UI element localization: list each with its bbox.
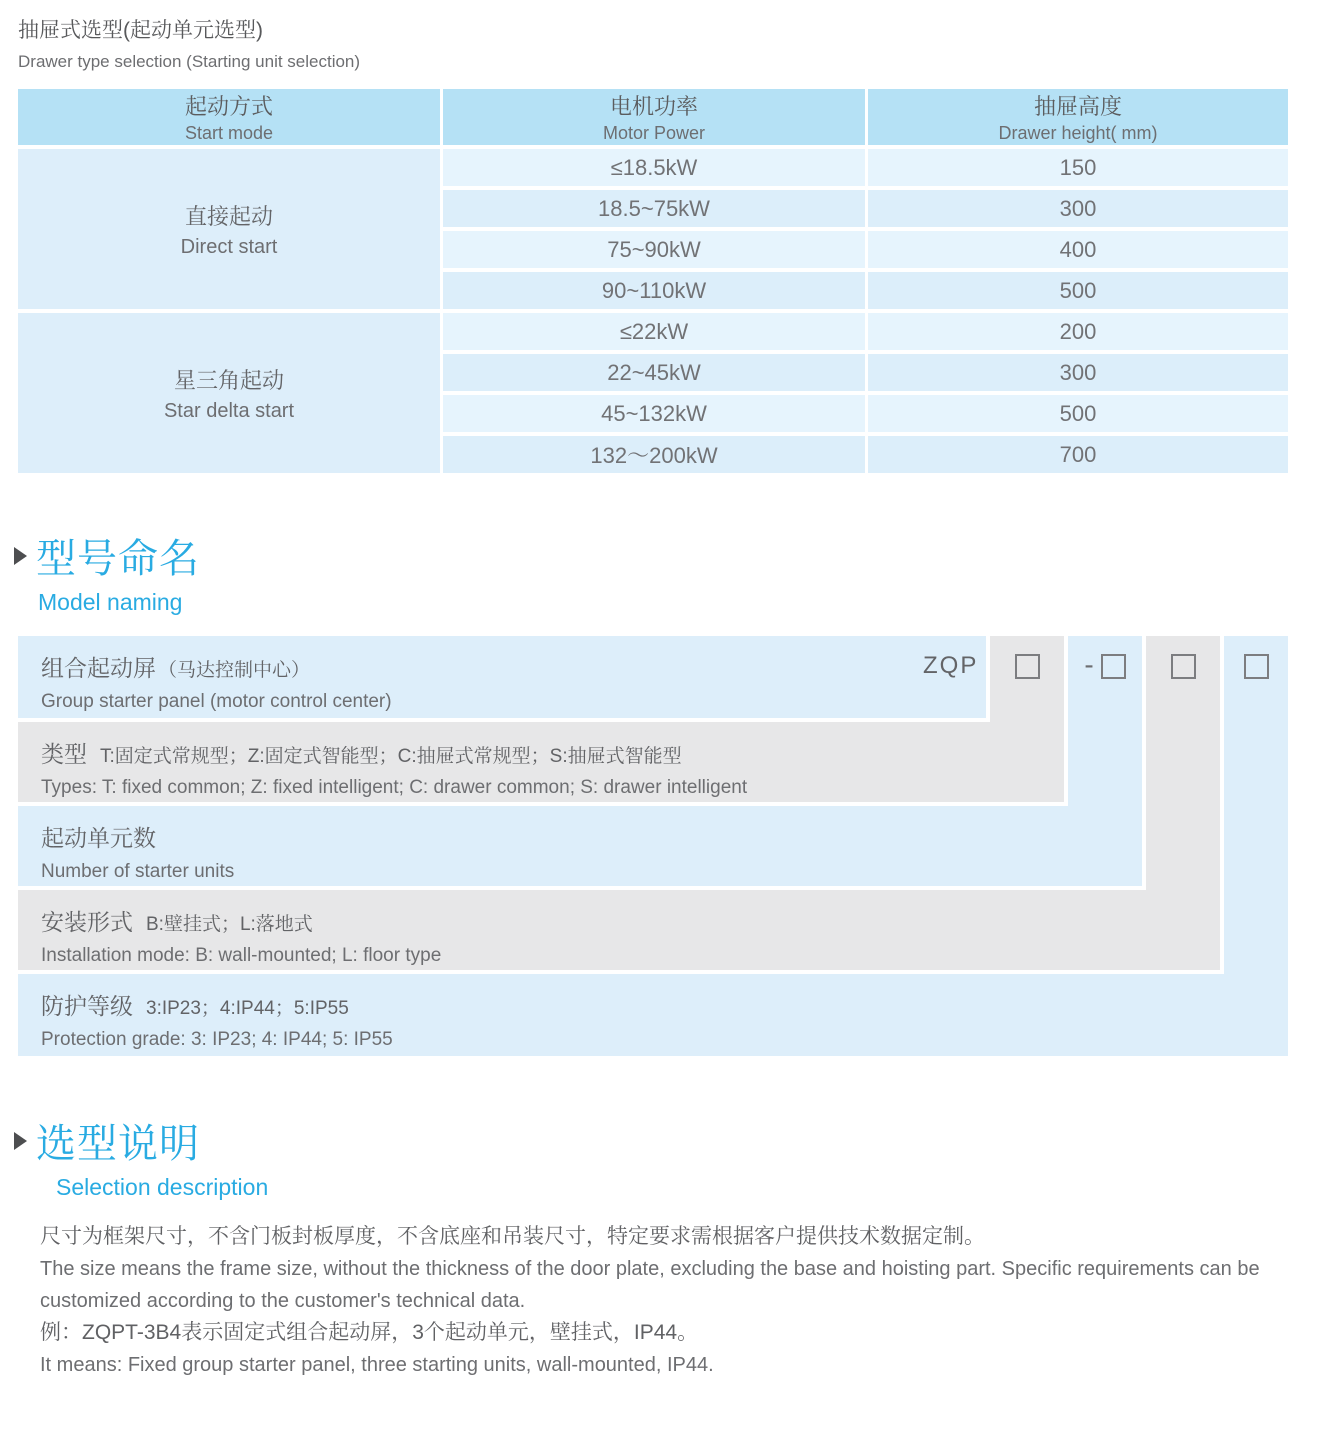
section-title: [14, 527, 1322, 584]
naming-column-starter-units: [1068, 636, 1142, 886]
model-code-prefix: ZQP: [923, 652, 979, 679]
drawer-height-cell: 300: [868, 354, 1288, 391]
start-mode-cn: 直接起动: [184, 203, 273, 229]
section-bullet-icon: [14, 1132, 27, 1150]
naming-row-installation-mode: [18, 890, 1220, 970]
model-naming-diagram: [18, 636, 1288, 1056]
table-header-en: Motor Power: [602, 123, 706, 143]
model-code-box-icon: [1171, 654, 1196, 679]
table-header-cn: 起动方式: [184, 94, 273, 119]
model-code-box-icon: [1244, 654, 1269, 679]
naming-column-protection-grade: [1224, 636, 1288, 1056]
table-header-start-mode: [18, 89, 440, 145]
naming-label-cn: 类型: [41, 741, 87, 767]
naming-row-group-starter-panel: [18, 636, 986, 718]
naming-row-line1: [41, 820, 1142, 853]
motor-power-cell: 75~90kW: [443, 231, 865, 268]
code-separator-dash-icon: -: [1084, 649, 1094, 680]
start-mode-cell: [18, 149, 440, 309]
naming-row-line1: [41, 988, 1288, 1021]
naming-column-installation-mode: [1146, 636, 1220, 970]
naming-row-types: [18, 722, 1064, 802]
table-header-en: Start mode: [184, 123, 274, 143]
start-mode-cn: 星三角起动: [173, 367, 284, 393]
naming-label-cn: 起动单元数: [41, 825, 156, 851]
model-code-box-icon: [1015, 654, 1040, 679]
motor-power-cell: 45~132kW: [443, 395, 865, 432]
motor-power-cell: 18.5~75kW: [443, 190, 865, 227]
section-title-en: Model naming: [38, 589, 183, 615]
naming-row-line1: [41, 904, 1220, 937]
naming-detail-cn: （马达控制中心）: [158, 660, 311, 681]
drawer-height-cell: 300: [868, 190, 1288, 227]
naming-label-en: Group starter panel (motor control center): [41, 691, 392, 712]
selection-table-header: [18, 89, 1288, 145]
start-mode-cell: [18, 313, 440, 473]
section-title-cn: 型号命名: [36, 537, 200, 581]
drawer-height-cell: 400: [868, 231, 1288, 268]
naming-detail-cn: T:固定式常规型；Z:固定式智能型；C:抽屉式常规型；S:抽屉式智能型: [100, 746, 682, 767]
section-title-en: Selection description: [56, 1174, 269, 1200]
motor-power-cell: ≤22kW: [443, 313, 865, 350]
drawer-height-cell: 200: [868, 313, 1288, 350]
table-group-direct-start: [18, 149, 1288, 309]
motor-power-cell: 90~110kW: [443, 272, 865, 309]
description-line: The size means the frame size, without the thickness of the door plate, excluding the base and hoisting part. Specific requirements can be customized according to the customer's technical data.: [40, 1258, 1260, 1312]
table-header-motor-power: [443, 89, 865, 145]
naming-detail-cn: 3:IP23；4:IP44；5:IP55: [146, 998, 349, 1019]
drawer-height-cell: 500: [868, 395, 1288, 432]
motor-power-cell: 22~45kW: [443, 354, 865, 391]
naming-row-line1: [41, 650, 986, 683]
section-bullet-icon: [14, 547, 27, 565]
selection-description-text: [40, 1221, 1290, 1381]
drawer-height-cell: 150: [868, 149, 1288, 186]
description-line: It means: Fixed group starter panel, three starting units, wall-mounted, IP44.: [40, 1354, 714, 1376]
naming-label-en: Protection grade: 3: IP23; 4: IP44; 5: IP55: [41, 1029, 393, 1050]
naming-detail-cn: B:壁挂式；L:落地式: [146, 914, 313, 935]
motor-power-cell: 132～200kW: [443, 436, 865, 473]
section-title-cn: 选型说明: [36, 1122, 200, 1166]
page-title-en: Drawer type selection (Starting unit selection): [18, 52, 361, 71]
selection-description-heading: [14, 1112, 1322, 1201]
table-header-en: Drawer height( mm): [998, 123, 1158, 143]
start-mode-en: Direct start: [180, 235, 278, 258]
page-header: [18, 14, 1322, 72]
naming-row-starter-units: [18, 806, 1142, 886]
selection-table: [18, 89, 1288, 473]
drawer-height-cell: 700: [868, 436, 1288, 473]
naming-column-type: [990, 636, 1064, 802]
naming-row-protection-grade: [18, 974, 1288, 1056]
table-header-cn: 抽屉高度: [1033, 94, 1122, 119]
section-title: [14, 1112, 1322, 1169]
naming-row-line1: [41, 736, 1064, 769]
page-title-cn: 抽屉式选型(起动单元选型): [18, 19, 263, 42]
drawer-height-cell: 500: [868, 272, 1288, 309]
naming-label-cn: 组合起动屏: [41, 655, 156, 681]
description-line: 尺寸为框架尺寸，不含门板封板厚度，不含底座和吊装尺寸，特定要求需根据客户提供技术数据定制。: [40, 1225, 985, 1248]
start-mode-en: Star delta start: [163, 399, 295, 422]
naming-label-cn: 防护等级: [41, 993, 133, 1019]
naming-label-en: Types: T: fixed common; Z: fixed intelligent; C: drawer common; S: drawer intelligent: [41, 777, 748, 798]
naming-label-en: Installation mode: B: wall-mounted; L: floor type: [41, 945, 442, 966]
description-line: 例：ZQPT-3B4表示固定式组合起动屏，3个起动单元，壁挂式，IP44。: [40, 1321, 699, 1344]
table-group-star-delta-start: [18, 313, 1288, 473]
model-naming-heading: [14, 527, 1322, 616]
model-code-box-icon: [1101, 654, 1126, 679]
table-header-drawer-height: [868, 89, 1288, 145]
naming-label-cn: 安装形式: [41, 909, 133, 935]
motor-power-cell: ≤18.5kW: [443, 149, 865, 186]
table-header-cn: 电机功率: [609, 94, 698, 119]
naming-label-en: Number of starter units: [41, 861, 235, 882]
